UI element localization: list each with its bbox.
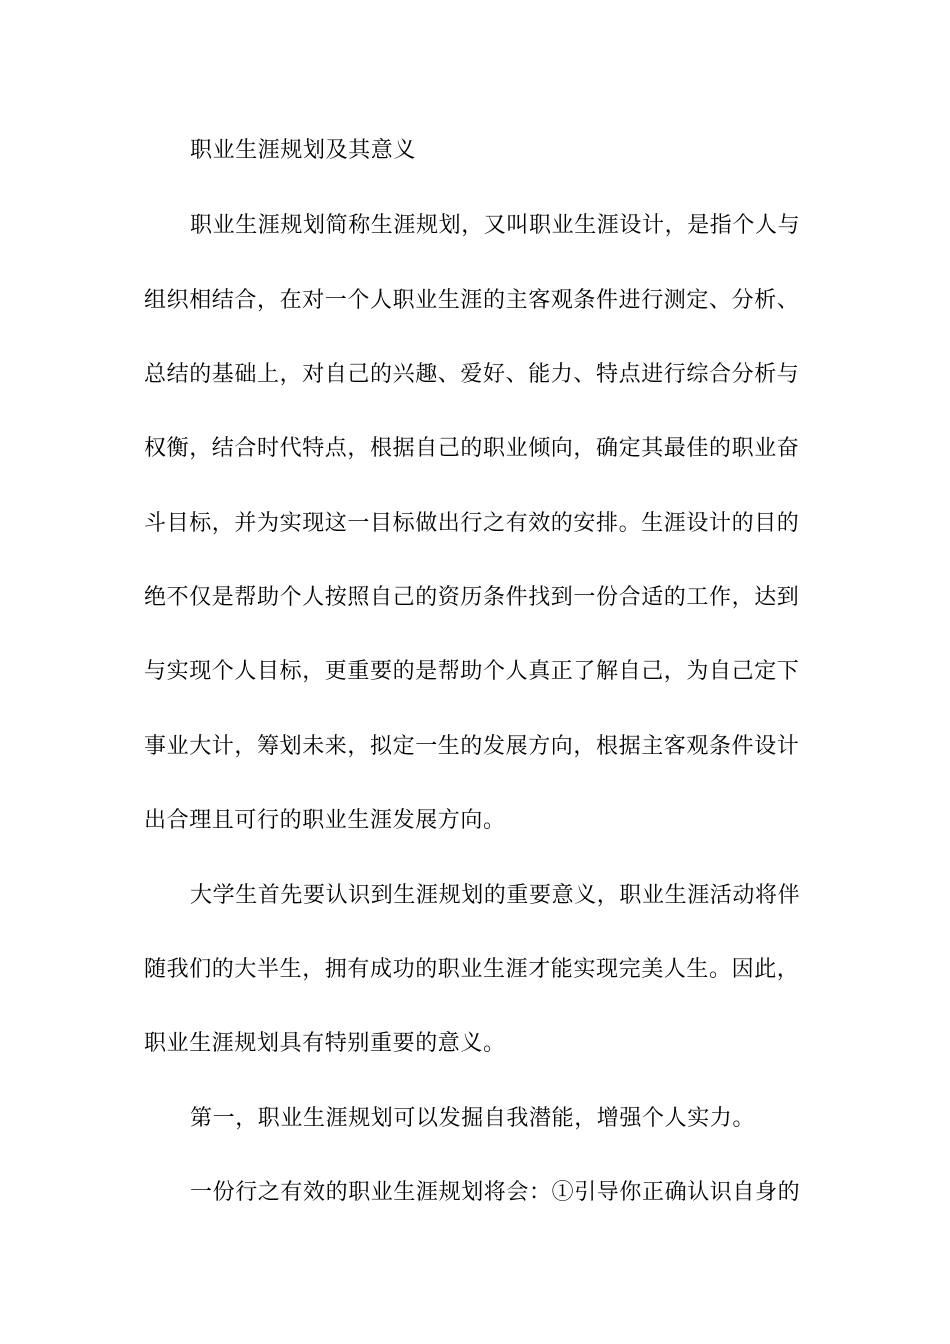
- paragraph-line: 一份行之有效的职业生涯规划将会：①引导你正确认识自身的: [190, 1180, 801, 1205]
- paragraph-line: 大学生首先要认识到生涯规划的重要意义，职业生涯活动将伴: [190, 883, 801, 908]
- paragraph-line: 总结的基础上，对自己的兴趣、爱好、能力、特点进行综合分析与: [144, 362, 800, 387]
- paragraph-line: 权衡，结合时代特点，根据自己的职业倾向，确定其最佳的职业奋: [144, 436, 800, 461]
- paragraph-line: 职业生涯规划简称生涯规划，又叫职业生涯设计，是指个人与: [190, 213, 801, 238]
- paragraph-line: 事业大计，筹划未来，拟定一生的发展方向，根据主客观条件设计: [144, 734, 800, 759]
- paragraph-line: 职业生涯规划具有特别重要的意义。: [144, 1031, 506, 1056]
- paragraph-line: 出合理且可行的职业生涯发展方向。: [144, 808, 506, 833]
- paragraph-line: 随我们的大半生，拥有成功的职业生涯才能实现完美人生。因此，: [144, 957, 800, 982]
- paragraph-line: 斗目标，并为实现这一目标做出行之有效的安排。生涯设计的目的: [144, 511, 800, 536]
- document-title: 职业生涯规划及其意义: [190, 138, 417, 163]
- paragraph-line: 第一，职业生涯规划可以发掘自我潜能，增强个人实力。: [190, 1106, 756, 1131]
- paragraph-line: 绝不仅是帮助个人按照自己的资历条件找到一份合适的工作，达到: [144, 585, 800, 610]
- paragraph-line: 与实现个人目标，更重要的是帮助个人真正了解自己，为自己定下: [144, 659, 800, 684]
- paragraph-line: 组织相结合，在对一个人职业生涯的主客观条件进行测定、分析、: [144, 288, 800, 313]
